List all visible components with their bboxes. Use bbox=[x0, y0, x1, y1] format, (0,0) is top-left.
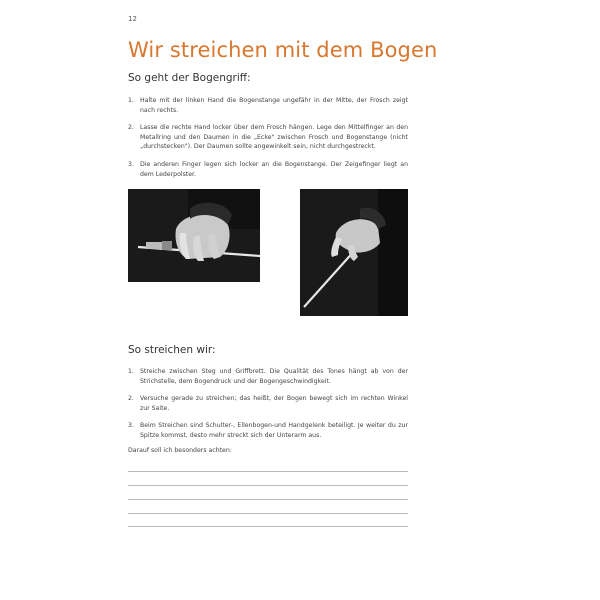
writing-line[interactable] bbox=[128, 485, 408, 486]
section-heading-bowing: So streichen wir: bbox=[128, 344, 216, 356]
bow-grip-photo-left bbox=[128, 189, 260, 282]
list-item: 2. Lasse die rechte Hand locker über dem Frosch hängen. Lege den Mittelfinger an den Metallring und den Daumen in die „Ecke" zwischen Frosch und Bogenstange (nicht „durchstecken"). Der Daumen sollte angewinkelt sein, nicht durchgestreckt. bbox=[128, 124, 408, 151]
bowing-steps bbox=[128, 367, 408, 449]
page-title: Wir streichen mit dem Bogen bbox=[128, 38, 438, 62]
bow-grip-photo-right bbox=[300, 189, 408, 316]
list-item: 3. Die anderen Finger legen sich locker an die Bogenstange. Der Zeigefinger liegt an dem Lederpolster. bbox=[128, 160, 408, 178]
note-prompt: Darauf soll ich besonders achten: bbox=[128, 447, 232, 454]
list-item: 2. Versuche gerade zu streichen; das heißt, der Bogen bewegt sich im rechten Winkel zur Saite. bbox=[128, 395, 408, 412]
list-item: 1. Streiche zwischen Steg und Griffbrett. Die Qualität des Tones hängt ab von der Strichstelle, dem Bogendruck und der Bogengeschwindigkeit. bbox=[128, 368, 408, 385]
writing-line[interactable] bbox=[128, 499, 408, 500]
writing-line[interactable] bbox=[128, 513, 408, 514]
list-item: 1. Halte mit der linken Hand die Bogenstange ungefähr in der Mitte, der Frosch zeigt nach rechts. bbox=[128, 97, 408, 114]
writing-line[interactable] bbox=[128, 471, 408, 472]
section-heading-bow-grip: So geht der Bogengriff: bbox=[128, 72, 251, 84]
bow-grip-steps bbox=[128, 96, 408, 187]
page-number: 12 bbox=[128, 15, 137, 23]
list-item: 3. Beim Streichen sind Schulter-, Ellenbogen-und Handgelenk beteiligt. Je weiter du zur Spitze kommst, desto mehr streckt sich der Unterarm aus. bbox=[128, 422, 408, 439]
writing-line[interactable] bbox=[128, 526, 408, 527]
